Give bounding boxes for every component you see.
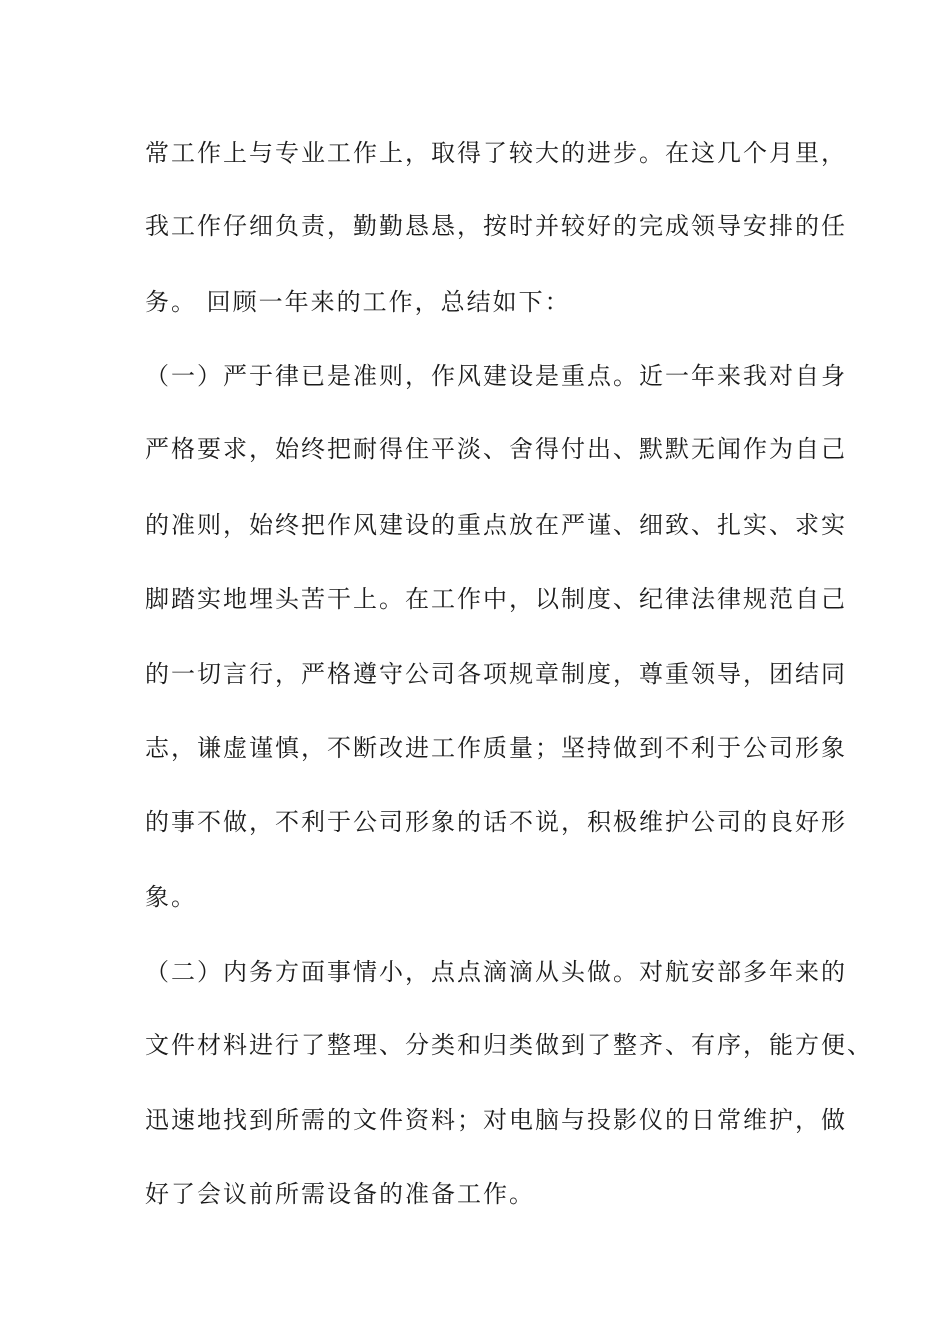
text-line: 务。 回顾一年来的工作，总结如下：	[145, 288, 571, 316]
text-line: 我工作仔细负责，勤勤恳恳，按时并较好的完成领导安排的任	[145, 212, 847, 240]
section-heading-line: （一）严于律已是准则，作风建设是重点。近一年来我对自身	[145, 362, 847, 390]
text-line: 好了会议前所需设备的准备工作。	[145, 1180, 535, 1208]
text-line: 迅速地找到所需的文件资料；对电脑与投影仪的日常维护，做	[145, 1106, 847, 1134]
text-line: 的准则，始终把作风建设的重点放在严谨、细致、扎实、求实	[145, 511, 847, 539]
text-line: 常工作上与专业工作上，取得了较大的进步。在这几个月里，	[145, 139, 847, 167]
text-line: 的事不做，不利于公司形象的话不说，积极维护公司的良好形	[145, 808, 847, 836]
text-line: 志，谦虚谨慎，不断改进工作质量；坚持做到不利于公司形象	[145, 734, 847, 762]
text-line: 脚踏实地埋头苦干上。在工作中，以制度、纪律法律规范自己	[145, 585, 847, 613]
text-line: 的一切言行，严格遵守公司各项规章制度，尊重领导，团结同	[145, 660, 847, 688]
section-heading-line: （二）内务方面事情小，点点滴滴从头做。对航安部多年来的	[145, 958, 847, 986]
text-line: 严格要求，始终把耐得住平淡、舍得付出、默默无闻作为自己	[145, 435, 847, 463]
text-line: 文件材料进行了整理、分类和归类做到了整齐、有序，能方便、	[145, 1031, 873, 1059]
text-line: 象。	[145, 883, 197, 911]
